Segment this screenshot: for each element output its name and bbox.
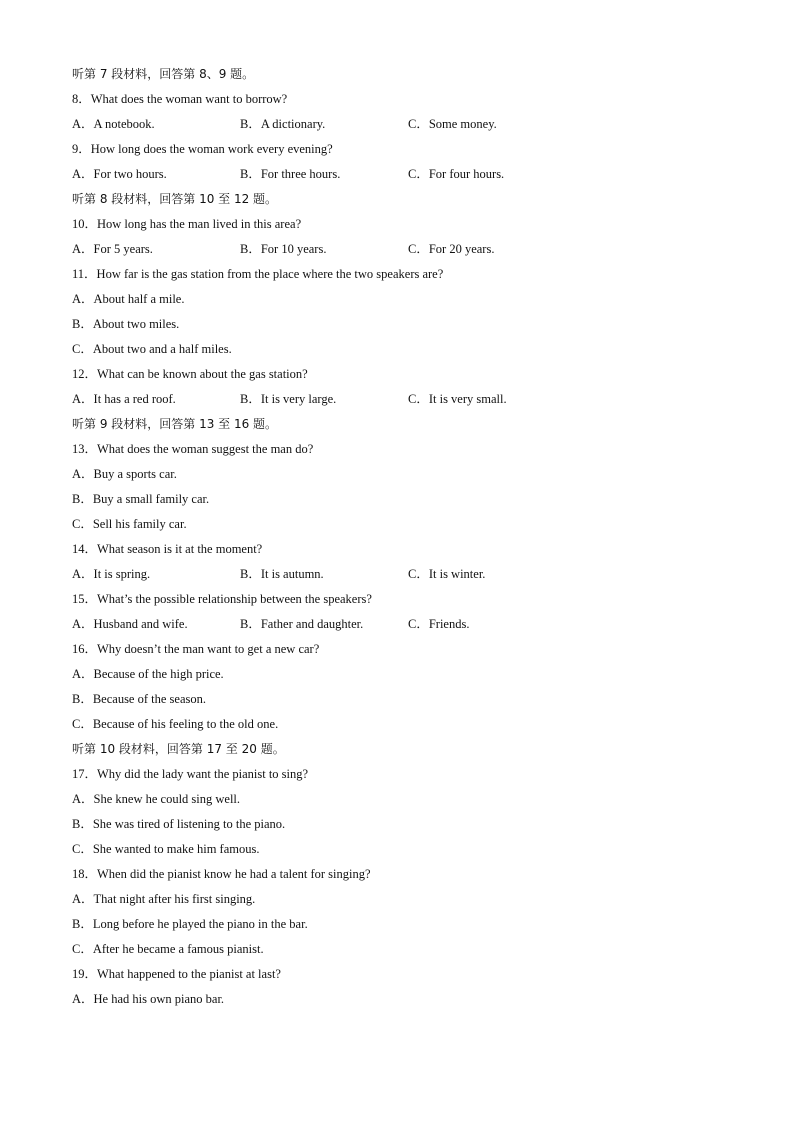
q17-option-a: A．She knew he could sing well. <box>72 792 241 806</box>
question-8-options <box>72 112 732 137</box>
q14-option-a: A．It is spring. <box>72 567 151 581</box>
question-9: 9．How long does the woman work every evening? <box>72 142 333 156</box>
question-17: 17．Why did the lady want the pianist to sing? <box>72 767 309 781</box>
q9-option-c: C．For four hours. <box>408 167 505 181</box>
q10-option-b: B．For 10 years. <box>240 242 327 256</box>
q11-option-a: A．About half a mile. <box>72 292 185 306</box>
q13-option-b: B．Buy a small family car. <box>72 492 210 506</box>
q13-option-c: C．Sell his family car. <box>72 517 187 531</box>
q13-option-a: A．Buy a sports car. <box>72 467 177 481</box>
q11-option-b: B．About two miles. <box>72 317 180 331</box>
q8-option-c: C．Some money. <box>408 117 497 131</box>
q12-option-c: C．It is very small. <box>408 392 507 406</box>
q17-option-b: B．She was tired of listening to the piano. <box>72 817 286 831</box>
question-11: 11．How far is the gas station from the place where the two speakers are? <box>72 267 444 281</box>
q8-option-a: A．A notebook. <box>72 117 155 131</box>
q12-option-b: B．It is very large. <box>240 392 337 406</box>
q9-option-a: A．For two hours. <box>72 167 167 181</box>
q18-option-b: B．Long before he played the piano in the bar. <box>72 917 308 931</box>
q14-option-b: B．It is autumn. <box>240 567 324 581</box>
q10-option-c: C．For 20 years. <box>408 242 495 256</box>
q15-option-a: A．Husband and wife. <box>72 617 188 631</box>
q16-option-c: C．Because of his feeling to the old one. <box>72 717 279 731</box>
question-15-options <box>72 612 732 637</box>
section-8-heading: 听第 8 段材料，回答第 10 至 12 题。 <box>72 192 278 206</box>
q19-option-a: A．He had his own piano bar. <box>72 992 225 1006</box>
q8-option-b: B．A dictionary. <box>240 117 326 131</box>
section-7-heading: 听第 7 段材料，回答第 8、9 题。 <box>72 67 255 81</box>
section-10-heading: 听第 10 段材料，回答第 17 至 20 题。 <box>72 742 285 756</box>
question-18: 18．When did the pianist know he had a talent for singing? <box>72 867 371 881</box>
question-14-options <box>72 562 732 587</box>
section-9-heading: 听第 9 段材料，回答第 13 至 16 题。 <box>72 417 278 431</box>
q15-option-c: C．Friends. <box>408 617 470 631</box>
question-10: 10．How long has the man lived in this area? <box>72 217 302 231</box>
q12-option-a: A．It has a red roof. <box>72 392 176 406</box>
q10-option-a: A．For 5 years. <box>72 242 153 256</box>
question-13: 13．What does the woman suggest the man do? <box>72 442 314 456</box>
question-9-options <box>72 162 732 187</box>
q18-option-c: C．After he became a famous pianist. <box>72 942 264 956</box>
q16-option-b: B．Because of the season. <box>72 692 206 706</box>
question-10-options <box>72 237 732 262</box>
question-14: 14．What season is it at the moment? <box>72 542 263 556</box>
question-16: 16．Why doesn’t the man want to get a new car? <box>72 642 320 656</box>
q11-option-c: C．About two and a half miles. <box>72 342 232 356</box>
q9-option-b: B．For three hours. <box>240 167 341 181</box>
question-12-options <box>72 387 732 412</box>
q18-option-a: A．That night after his first singing. <box>72 892 256 906</box>
q14-option-c: C．It is winter. <box>408 567 486 581</box>
q15-option-b: B．Father and daughter. <box>240 617 364 631</box>
exam-page <box>72 62 732 1012</box>
question-8: 8．What does the woman want to borrow? <box>72 92 288 106</box>
question-19: 19．What happened to the pianist at last? <box>72 967 281 981</box>
question-12: 12．What can be known about the gas station? <box>72 367 308 381</box>
q16-option-a: A．Because of the high price. <box>72 667 224 681</box>
question-15: 15．What’s the possible relationship between the speakers? <box>72 592 372 606</box>
q17-option-c: C．She wanted to make him famous. <box>72 842 260 856</box>
